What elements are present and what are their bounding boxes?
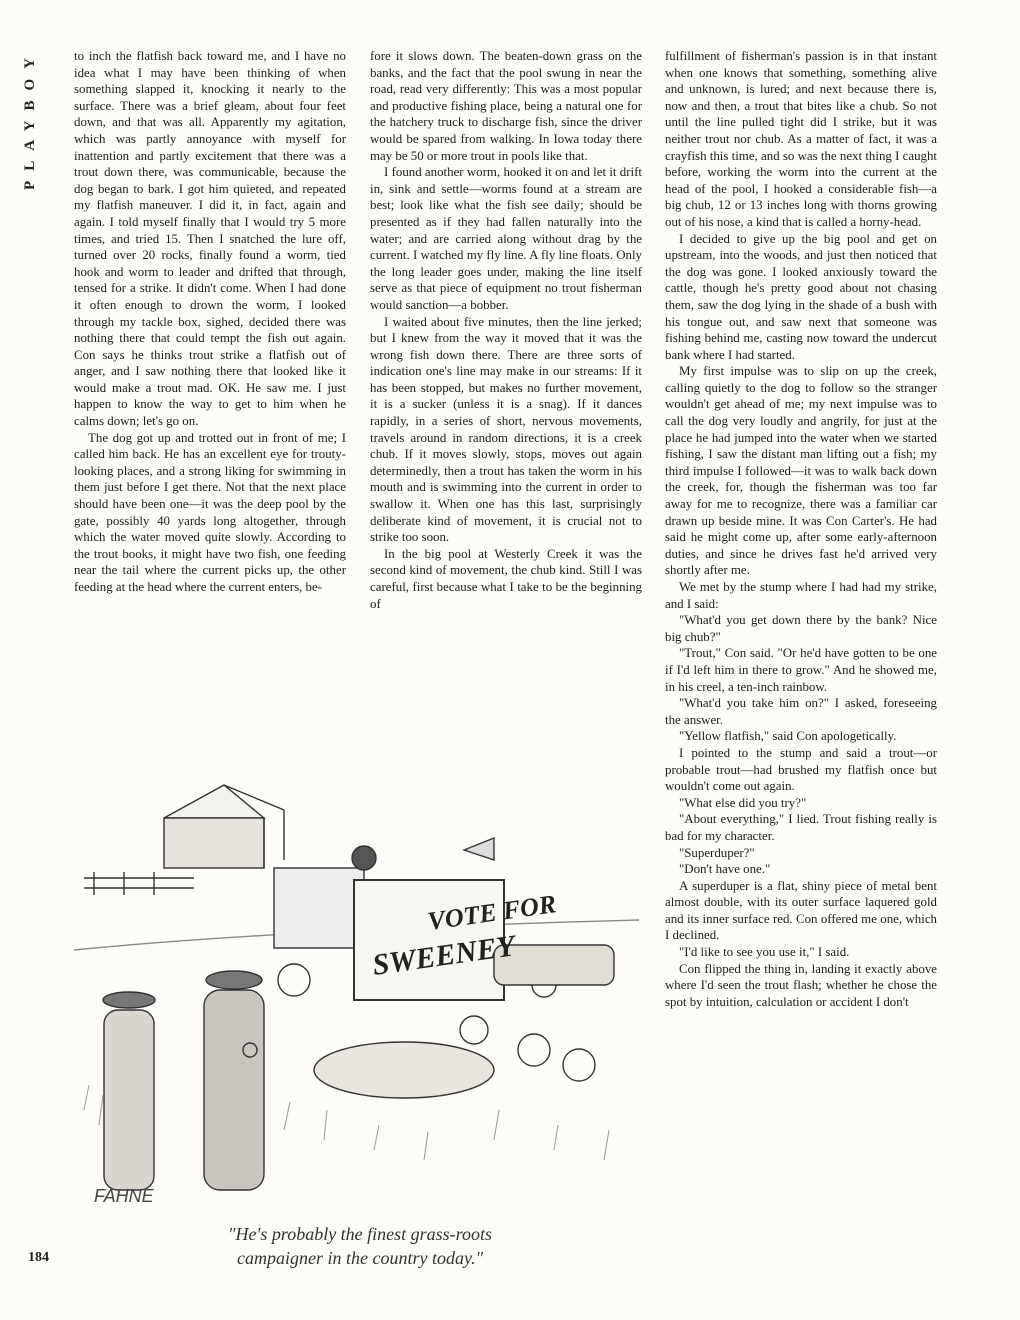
paragraph: Con flipped the thing in, landing it exactly above where I'd seen the trout flash; whether he chose the spot by intuition, calculation or accident I don't xyxy=(665,961,937,1009)
paragraph: fore it slows down. The beaten-down grass on the banks, and the fact that the pool swung in near the road, read very differently: This was a most popular and productive fishing place, being a natural one for the hatchery truck to discharge fish, since the driver would be spared from walking. In Iowa today there may be 50 or more trout in pools like that. xyxy=(370,49,642,163)
paragraph: I waited about five minutes, then the line jerked; but I knew from the way it moved that it was the wrong fish down there. There are three sorts of indication one's line may make in our streams: If it has been stopped, but makes no further movement, it is a sucker (unless it is a snag). If it dances rapidly, in a series of short, nervous movements, travels around in random directions, it is a creek chub. If it moves slowly, stops, moves out again determinedly, then a trout has taken the worm in his mouth and is swimming into the current in order to swallow it. When one has this last, surprisingly deliberate kind of movement, it is crucial not to strike too soon. xyxy=(370,314,642,545)
paragraph: My first impulse was to slip on up the creek, calling quietly to the dog to follow so the stranger wouldn't get ahead of me; my next impulse was to call the dog very loudly and angrily, for just at the place he had jumped into the water when we started fishing, I saw the distant man lifting out a fish; my third impulse I followed—it was to walk back down the creek, for, though the fisherman was too far away for me to recognize, there was a familiar car drawn up beside mine. It was Con Carter's. He had said he might come up, after some early-afternoon duties, and since he drives fast he'd arrived very shortly after me. xyxy=(665,364,937,578)
banner-line-2: SWEENEY xyxy=(370,929,517,982)
paragraph: "Don't have one." xyxy=(679,862,771,877)
paragraph: "Superduper?" xyxy=(679,845,755,860)
paragraph: We met by the stump where I had had my strike, and I said: xyxy=(665,580,937,611)
caption-line-1: "He's probably the finest grass-roots xyxy=(227,1224,493,1244)
paragraph: "What'd you take him on?" I asked, foreseeing the answer. xyxy=(665,696,937,727)
paragraph: I decided to give up the big pool and get on upstream, into the woods, and just then noticed that the dog was gone. I looked anxiously toward the cattle, though he's pretty good about not chasing them, saw the dog lying in the shade of a bush with his tongue out, and saw next that someone was fishing behind me, casting now toward the undercut bank where I had started. xyxy=(665,231,937,362)
paragraph: "What'd you get down there by the bank? Nice big chub?" xyxy=(665,613,937,644)
paragraph: "What else did you try?" xyxy=(679,795,807,810)
paragraph: "Yellow flatfish," said Con apologetically. xyxy=(679,729,897,744)
paragraph: I found another worm, hooked it on and let it drift in, sink and settle—worms found at a stream are best; look like what the fish see daily; should be presented as if they had fallen naturally into the water; and are carried along without drag by the current. I watched my fly line. A fly line floats. Only the long leader goes under, making the line itself serve as that piece of equipment no trout fisherman would sanction—a bobber. xyxy=(370,165,642,312)
standing-men-drawing xyxy=(103,971,264,1190)
paragraph: I pointed to the stump and said a trout—or probable trout—had brushed my flatfish once but wouldn't come out again. xyxy=(665,745,937,794)
paragraph: "I'd like to see you use it," I said. xyxy=(679,945,850,960)
caption-line-2: campaigner in the country today." xyxy=(236,1248,483,1268)
paragraph: "About everything," I lied. Trout fishing really is bad for my character. xyxy=(665,812,937,843)
barn-drawing xyxy=(164,785,284,868)
fence-drawing xyxy=(84,872,194,895)
page-number: 184 xyxy=(28,1250,49,1265)
cartoon-caption xyxy=(110,1222,610,1270)
paragraph: A superduper is a flat, shiny piece of metal bent almost double, with its outer surface laquered gold and its inner surface red. Con offered me one, which I declined. xyxy=(665,878,937,943)
paragraph: fulfillment of fisherman's passion is in that instant when one knows that something, something alive and unknown, is lured; and next because there is, now and then, a trout that bites like a chub. So not until the line pulled tight did I strike, but it was neither trout nor chub. As a matter of fact, it was a crayfish this time, and so was the next thing I caught before, working the worm into the current at the head of the pool, I hooked a considerable fish—a big chub, 12 or 13 inches long with thorns growing out of his nose, a kind that is called a horny-head. xyxy=(665,49,937,229)
paragraph: In the big pool at Westerly Creek it was the second kind of movement, the chub kind. Still I was careful, first because what I take to be the beginning of xyxy=(370,546,642,611)
paragraph: The dog got up and trotted out in front of me; I called him back. He has an excellent eye for trouty-looking places, and a strong liking for swimming in them just before I get there. Not that the next place should have been one—it was the deep pool by the gate, possibly 40 yards long altogether, through which the water moved quite slowly. According to the trout books, it might have two fish, one feeding near the tail where the current picks up, the other feeding at the head where the current enters, be- xyxy=(74,430,346,594)
text-column-1 xyxy=(74,48,346,596)
magazine-masthead: PLAYBOY xyxy=(22,48,38,190)
paragraph: to inch the flatfish back toward me, and I have no idea what I may have been thinking of when something slapped it, knocking it nearly to the surface. There was a brief gleam, about four feet down, and that was all. Apparently my agitation, which was partly annoyance with myself for inattention and partly excitement that there was a trout down there, was communicable, because the dog began to bark. I got him quieted, and repeated my flatfish maneuver. I did it, in fact, again and again. I told myself finally that I would try 5 more times, and tried 15. Then I snatched the lure off, turned over 20 rocks, finally found a worm, tied hook and worm to leader and drifted that through, tensed for a strike. It didn't come. When I had done it often enough to drown the worm, I looked through my tackle box, sighed, decided there was nothing there that could tempt the fish out again. Con says he thinks trout strike a flatfish out of anger, and I saw nothing there that looked like it would make a trout mad. OK. He saw me. I just happen to know the way to get to him when he calms down; let's go on. xyxy=(74,49,346,429)
cartoon-illustration xyxy=(74,780,639,1210)
lying-crowd-drawing xyxy=(314,1016,595,1098)
paragraph: "Trout," Con said. "Or he'd have gotten to be one if I'd left him in there to grow." And he showed me, in his creel, a ten-inch rainbow. xyxy=(665,646,937,694)
artist-signature: FAHNE xyxy=(94,1186,154,1206)
text-column-2 xyxy=(370,48,642,612)
banner-line-1: VOTE FOR xyxy=(425,889,558,936)
text-column-3 xyxy=(665,48,937,1298)
